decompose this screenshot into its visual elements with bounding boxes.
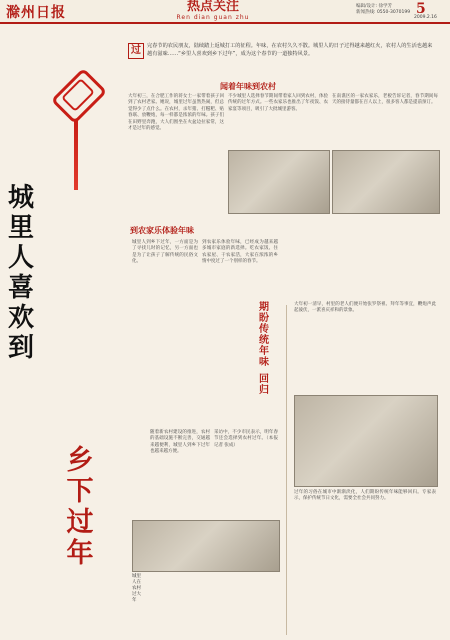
photo-village xyxy=(228,150,330,214)
body-column-i: 过年的习俗在城市中渐渐淡化，人们期盼传统年味能够回归。专家表示，保护传统节日文化，需要全社会共同努力。 xyxy=(294,490,436,502)
body-column-c: 在南谯区的一家农家乐，老板告诉记者，春节期间每天的接待量都在百人以上，很多客人都是提前预订。 xyxy=(332,94,438,106)
editor-info xyxy=(356,4,410,16)
tassel-icon xyxy=(74,120,78,190)
sidebar-title-1: 期盼传统年味 xyxy=(259,302,269,368)
photo-crowd xyxy=(132,520,280,572)
sidebar-title-2: 回归 xyxy=(259,374,269,396)
column-divider xyxy=(286,305,287,635)
photo-ceremony xyxy=(294,395,438,487)
lede-paragraph xyxy=(128,42,436,59)
body-column-g: 采访中，不少市民表示，明年春节还会选择到农村过年。（本报记者 张成） xyxy=(214,430,278,448)
page-date: 2009.2.16 xyxy=(414,15,437,20)
body-column-f: 随着新农村建设的推进，农村的基础设施不断完善，交通越来越便利，城里人到乡下过年也越来越方便。 xyxy=(150,430,210,455)
section-title: 热点关注 xyxy=(186,0,239,14)
photo-caption: 城里人在农村过大年 xyxy=(132,574,141,603)
headline-part-1: 城里人喜欢到 xyxy=(7,183,34,363)
editor-line: 编辑/设计: 徐学芳 xyxy=(356,4,392,9)
body-column-b: 不少城里人选择春节期间带着家人回到农村，体验传统的过年方式。一些农家乐也推出了年夜饭、农家宴等项目，吸引了大批城里游客。 xyxy=(228,94,328,112)
body-column-d: 城里人到乡下过年，一方面是为了寻找儿时的记忆，另一方面也是为了让孩子了解传统的民俗文化。 xyxy=(132,240,198,265)
photo-festival xyxy=(332,150,440,214)
masthead: 滁州日报 xyxy=(6,5,66,21)
phone-line: 新闻热线: 0550-3070199 xyxy=(356,10,411,15)
headline-part-2: 乡下过年 xyxy=(66,445,94,569)
section-heading xyxy=(148,0,278,21)
drop-cap: 过 xyxy=(128,43,144,59)
body-column-a: 大年初三，在合肥工作的蒋女士一家带着孩子回到了农村老家。她说，城里过年虽然热闹，但总觉得少了点什么。在农村，杀年猪、打糍粑、贴春联、放鞭炮，每一样都是浓浓的年味。孩子们在田野里奔跑，大人们围坐在火盆边拉家常，这才是过年的感觉。 xyxy=(128,94,224,132)
lede-text: 完春节的农民朋友，陆续踏上返城打工的征程。年味，在农村久久不散。城里人的日子过得越来越红火，农村人的生活也越来越有滋味……“乡里人喜欢到乡下过年”，成为这个春节的一道独特风景。 xyxy=(147,43,433,57)
body-column-e: 到农家乐体验年味，已经成为越来越多城市家庭的新选择。吃农家饭、住农家屋、干农家活，大家在浓浓的乡情中度过了一个别样的春节。 xyxy=(202,240,278,265)
subhead-2: 到农家乐体验年味 xyxy=(130,226,194,235)
section-subtitle: Ren dian guan zhu xyxy=(176,14,250,21)
sidebar-title xyxy=(258,302,288,396)
page-number: 5 xyxy=(416,1,426,17)
subhead-1: 闻着年味到农村 xyxy=(220,82,276,91)
body-column-h: 大年初一清早，村里的老人们便开始张罗祭祖、拜年等事宜，鞭炮声此起彼伏，一派喜庆祥和的景象。 xyxy=(294,302,436,314)
